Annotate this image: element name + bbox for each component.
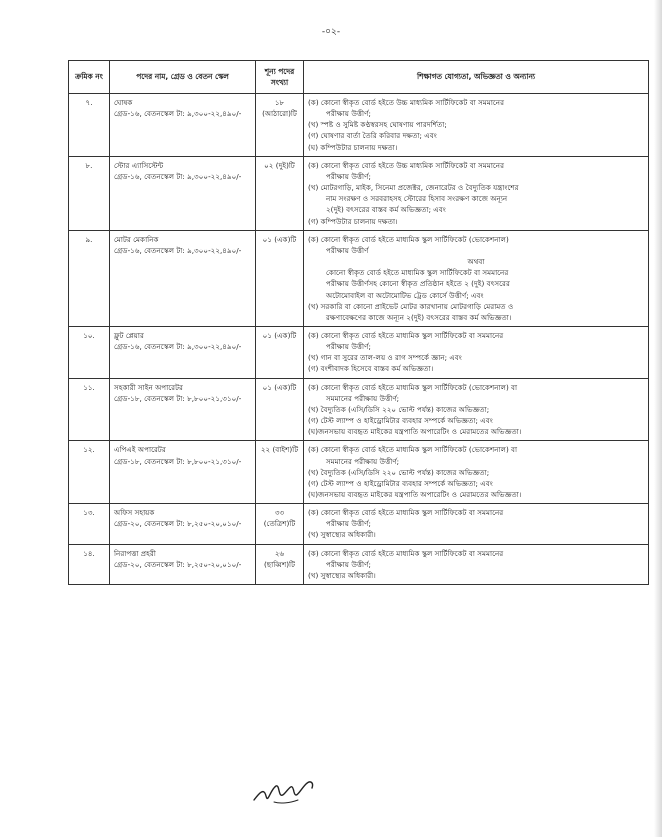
header-post: পদের নাম, গ্রেড ও বেতন স্কেল bbox=[110, 61, 256, 94]
qualification-line: (ঘ) কম্পিউটার চালনায় দক্ষতা। bbox=[308, 142, 398, 152]
qualification-line: পরীক্ষায় উত্তীর্ণ; bbox=[326, 171, 371, 181]
page-edge-shadow bbox=[654, 0, 662, 837]
qualification-line: (গ) বংশীবাদক হিসেবে বাস্তব কর্ম অভিজ্ঞতা। bbox=[308, 364, 434, 374]
post-cell bbox=[110, 441, 256, 504]
post-grade-scale: গ্রেড-১৬, বেতনস্কেল টা: ৯,৩০০-২২,৪৯০/- bbox=[114, 245, 242, 255]
header-qualification: শিক্ষাগত যোগ্যতা, অভিজ্ঞতা ও অন্যান্য bbox=[304, 61, 649, 94]
vacancy-count: ২৬ (ছাব্বিশ)টি bbox=[256, 544, 304, 584]
qualification-line: সমমানের পরীক্ষায় উত্তীর্ণ; bbox=[326, 456, 400, 466]
qualification-line: পরীক্ষায় উত্তীর্ণ; bbox=[326, 559, 371, 569]
table-row bbox=[69, 326, 649, 378]
qualification-line: (ক) কোনো স্বীকৃত বোর্ড হইতে উচ্চ মাধ্যমিক সার্টিফিকেট বা সমমানের bbox=[308, 160, 505, 170]
qualification-line: (ক) কোনো স্বীকৃত বোর্ড হইতে মাধ্যমিক স্কুল সার্টিফিকেট বা সমমানের bbox=[308, 330, 504, 340]
serial-number: ১৩. bbox=[69, 504, 110, 544]
post-cell bbox=[110, 94, 256, 157]
post-name: এপিএই অপারেটর bbox=[114, 445, 166, 455]
post-name: নিরাপত্তা প্রহরী bbox=[114, 548, 156, 558]
qualification-line: (ক) কোনো স্বীকৃত বোর্ড হইতে মাধ্যমিক স্কুল সার্টিফিকেট (ভোকেশনাল) বা bbox=[308, 445, 518, 455]
post-grade-scale: গ্রেড-১৬, বেতনস্কেল টা: ৯,৩০০-২২,৪৯০/- bbox=[114, 342, 242, 352]
qualification-line: (ক) কোনো স্বীকৃত বোর্ড হইতে মাধ্যমিক স্কুল সার্টিফিকেট বা সমমানের bbox=[308, 548, 504, 558]
post-grade-scale: গ্রেড-২০, বেতনস্কেল টা: ৮,২৫০-২০,০১০/- bbox=[114, 519, 242, 529]
recruitment-table bbox=[68, 60, 649, 585]
qualification-line: (গ) কম্পিউটার চালনায় দক্ষতা। bbox=[308, 216, 398, 226]
post-cell bbox=[110, 326, 256, 378]
qualification-line: রক্ষণাবেক্ষণের কাজে অন্যূন ২(দুই) বৎসরের বাস্তব কর্ম অভিজ্ঞতা। bbox=[326, 312, 512, 322]
post-grade-scale: গ্রেড-১৬, বেতনস্কেল টা: ৯,৩০০-২২,৪৯০/- bbox=[114, 109, 242, 119]
post-cell bbox=[110, 544, 256, 584]
serial-number: ১৪. bbox=[69, 544, 110, 584]
vacancy-count: ০২ (দুই)টি bbox=[256, 156, 304, 230]
post-name: ঘোষক bbox=[114, 98, 133, 107]
table-row bbox=[69, 378, 649, 441]
qualification-line: সমমানের পরীক্ষায় উত্তীর্ণ; bbox=[326, 393, 400, 403]
qualification-line: (গ) ঘোষণার বার্তা তৈরি করিবার দক্ষতা; এবং bbox=[308, 131, 437, 141]
qualification-line: (গ) টেস্ট ল্যাম্প ও হাইড্রোমিটার ব্যবহার সম্পর্কে অভিজ্ঞতা; এবং bbox=[308, 478, 493, 488]
qualification-cell bbox=[304, 94, 649, 157]
post-name: অফিস সহায়ক bbox=[114, 508, 155, 518]
post-cell bbox=[110, 156, 256, 230]
qualification-line: (খ) সরকারি বা কোনো প্রাইভেট মোটর কারখানায় মোটরগাড়ি মেরামত ও bbox=[308, 301, 514, 311]
table-body bbox=[69, 94, 649, 585]
table-row bbox=[69, 156, 649, 230]
serial-number: ৭. bbox=[69, 94, 110, 157]
qualification-line: (ঘ)জনসভায় ব্যবহৃত মাইকের যন্ত্রপাতি অপারেটিং ও মেরামতের অভিজ্ঞতা। bbox=[308, 490, 522, 499]
post-grade-scale: গ্রেড-১৬, বেতনস্কেল টা: ৯,৩০০-২২,৪৯০/- bbox=[114, 171, 242, 181]
signature bbox=[250, 770, 320, 810]
post-name: স্টোর এ্যাসিস্টেন্ট bbox=[114, 160, 164, 170]
qualification-line: (ক) কোনো স্বীকৃত বোর্ড হইতে মাধ্যমিক স্কুল সার্টিফিকেট (ভোকেশনাল) বা bbox=[308, 382, 518, 392]
table-row bbox=[69, 441, 649, 504]
serial-number: ১২. bbox=[69, 441, 110, 504]
vacancy-count: ০১ (এক)টি bbox=[256, 378, 304, 441]
vacancy-count: ২২ (বাইশ)টি bbox=[256, 441, 304, 504]
qualification-line: পরীক্ষায় উত্তীর্ণ; bbox=[326, 519, 371, 529]
post-cell bbox=[110, 504, 256, 544]
post-grade-scale: গ্রেড-১৮, বেতনস্কেল টা: ৮,৮০০-২১,৩১০/- bbox=[114, 393, 242, 403]
qualification-cell bbox=[304, 504, 649, 544]
serial-number: ৮. bbox=[69, 156, 110, 230]
qualification-line: অটোমোবাইল বা অটোমোটিভ ট্রেড কোর্সে উত্তীর্ণ; এবং bbox=[326, 290, 484, 300]
qualification-line: (খ) মোটরগাড়ি, মাইক, সিনেমা প্রজেক্টর, জেনারেটর ও বৈদ্যুতিক যন্ত্রাংশের bbox=[308, 183, 519, 193]
vacancy-count: ০১ (এক)টি bbox=[256, 326, 304, 378]
qualification-cell bbox=[304, 156, 649, 230]
vacancy-count: ৩৩ (তেত্রিশ)টি bbox=[256, 504, 304, 544]
qualification-line: (খ) গান বা সুরের তাল-লয় ও রাগ সম্পর্কে জ্ঞান; এবং bbox=[308, 353, 462, 363]
qualification-cell bbox=[304, 441, 649, 504]
qualification-line: (ক) কোনো স্বীকৃত বোর্ড হইতে মাধ্যমিক স্কুল সার্টিফিকেট বা সমমানের bbox=[308, 508, 504, 518]
page-number: -০২- bbox=[321, 27, 341, 37]
qualification-line: (ক) কোনো স্বীকৃত বোর্ড হইতে মাধ্যমিক স্কুল সার্টিফিকেট (ভোকেশনাল) bbox=[308, 234, 509, 244]
qualification-line: (খ) স্পষ্ট ও সুমিষ্ট কণ্ঠস্বরসহ ঘোষণায় পারদর্শিতা; bbox=[308, 120, 447, 130]
qualification-line: (ক) কোনো স্বীকৃত বোর্ড হইতে উচ্চ মাধ্যমিক সার্টিফিকেট বা সমমানের bbox=[308, 98, 505, 107]
table-row bbox=[69, 504, 649, 544]
post-cell bbox=[110, 378, 256, 441]
vacancy-count: ০১ (এক)টি bbox=[256, 230, 304, 326]
header-vacancy: শূন্য পদের সংখ্যা bbox=[256, 61, 304, 94]
qualification-line: অথবা bbox=[467, 257, 485, 267]
qualification-line: (গ) টেস্ট ল্যাম্প ও হাইড্রোমিটার ব্যবহার সম্পর্কে অভিজ্ঞতা; এবং bbox=[308, 416, 493, 426]
post-grade-scale: গ্রেড-২০, বেতনস্কেল টা: ৮,২৫০-২০,০১০/- bbox=[114, 559, 242, 569]
qualification-line: পরীক্ষায় উত্তীর্ণ bbox=[326, 245, 369, 255]
qualification-cell bbox=[304, 326, 649, 378]
post-name: মোটর মেকানিক bbox=[114, 234, 159, 244]
qualification-cell bbox=[304, 230, 649, 326]
serial-number: ৯. bbox=[69, 230, 110, 326]
qualification-line: ২(দুই) বৎসরের বাস্তব কর্ম অভিজ্ঞতা; এবং bbox=[326, 205, 446, 215]
qualification-line: কোনো স্বীকৃত বোর্ড হইতে মাধ্যমিক স্কুল সার্টিফিকেট বা সমমানের bbox=[326, 268, 509, 278]
qualification-line: (খ) বৈদ্যুতিক (এসি/ডিসি ২২০ ভোল্ট পর্যন্ত) কাজের অভিজ্ঞতা; bbox=[308, 404, 490, 414]
serial-number: ১১. bbox=[69, 378, 110, 441]
qualification-line: (খ) সুস্বাস্থ্যের অধিকারী। bbox=[308, 530, 376, 540]
qualification-cell bbox=[304, 378, 649, 441]
post-name: ফ্লুট প্লেয়ার bbox=[114, 330, 144, 340]
qualification-line: পরীক্ষায় উত্তীর্ণ; bbox=[326, 109, 371, 119]
qualification-line: নাম সংরক্ষণ ও সরবরাহসহ স্টোরের হিসাব সংরক্ষণ কাজে অন্যূন bbox=[326, 194, 508, 204]
post-cell bbox=[110, 230, 256, 326]
post-name: সহকারী সাইন অপারেটর bbox=[114, 382, 183, 392]
qualification-line: (খ) বৈদ্যুতিক (এসি/ডিসি ২২০ ভোল্ট পর্যন্ত) কাজের অভিজ্ঞতা; bbox=[308, 467, 490, 477]
table-row bbox=[69, 94, 649, 157]
qualification-line: (ঘ)জনসভায় ব্যবহৃত মাইকের যন্ত্রপাতি অপারেটিং ও মেরামতের অভিজ্ঞতা। bbox=[308, 427, 522, 437]
qualification-cell bbox=[304, 544, 649, 584]
vacancy-count: ১৮ (আঠারো)টি bbox=[256, 94, 304, 157]
qualification-line: (খ) সুস্বাস্থ্যের অধিকারী। bbox=[308, 570, 376, 580]
post-grade-scale: গ্রেড-১৮, বেতনস্কেল টা: ৮,৮০০-২১,৩১০/- bbox=[114, 456, 242, 466]
table-row bbox=[69, 230, 649, 326]
qualification-line: পরীক্ষায় উত্তীর্ণসহ কোনো স্বীকৃত প্রতিষ্ঠান হইতে ২ (দুই) বৎসরের bbox=[326, 279, 510, 289]
table-row bbox=[69, 544, 649, 584]
table-header-row bbox=[69, 61, 649, 94]
serial-number: ১০. bbox=[69, 326, 110, 378]
qualification-line: পরীক্ষায় উত্তীর্ণ; bbox=[326, 342, 371, 352]
header-serial: ক্রমিক নং bbox=[69, 61, 110, 94]
